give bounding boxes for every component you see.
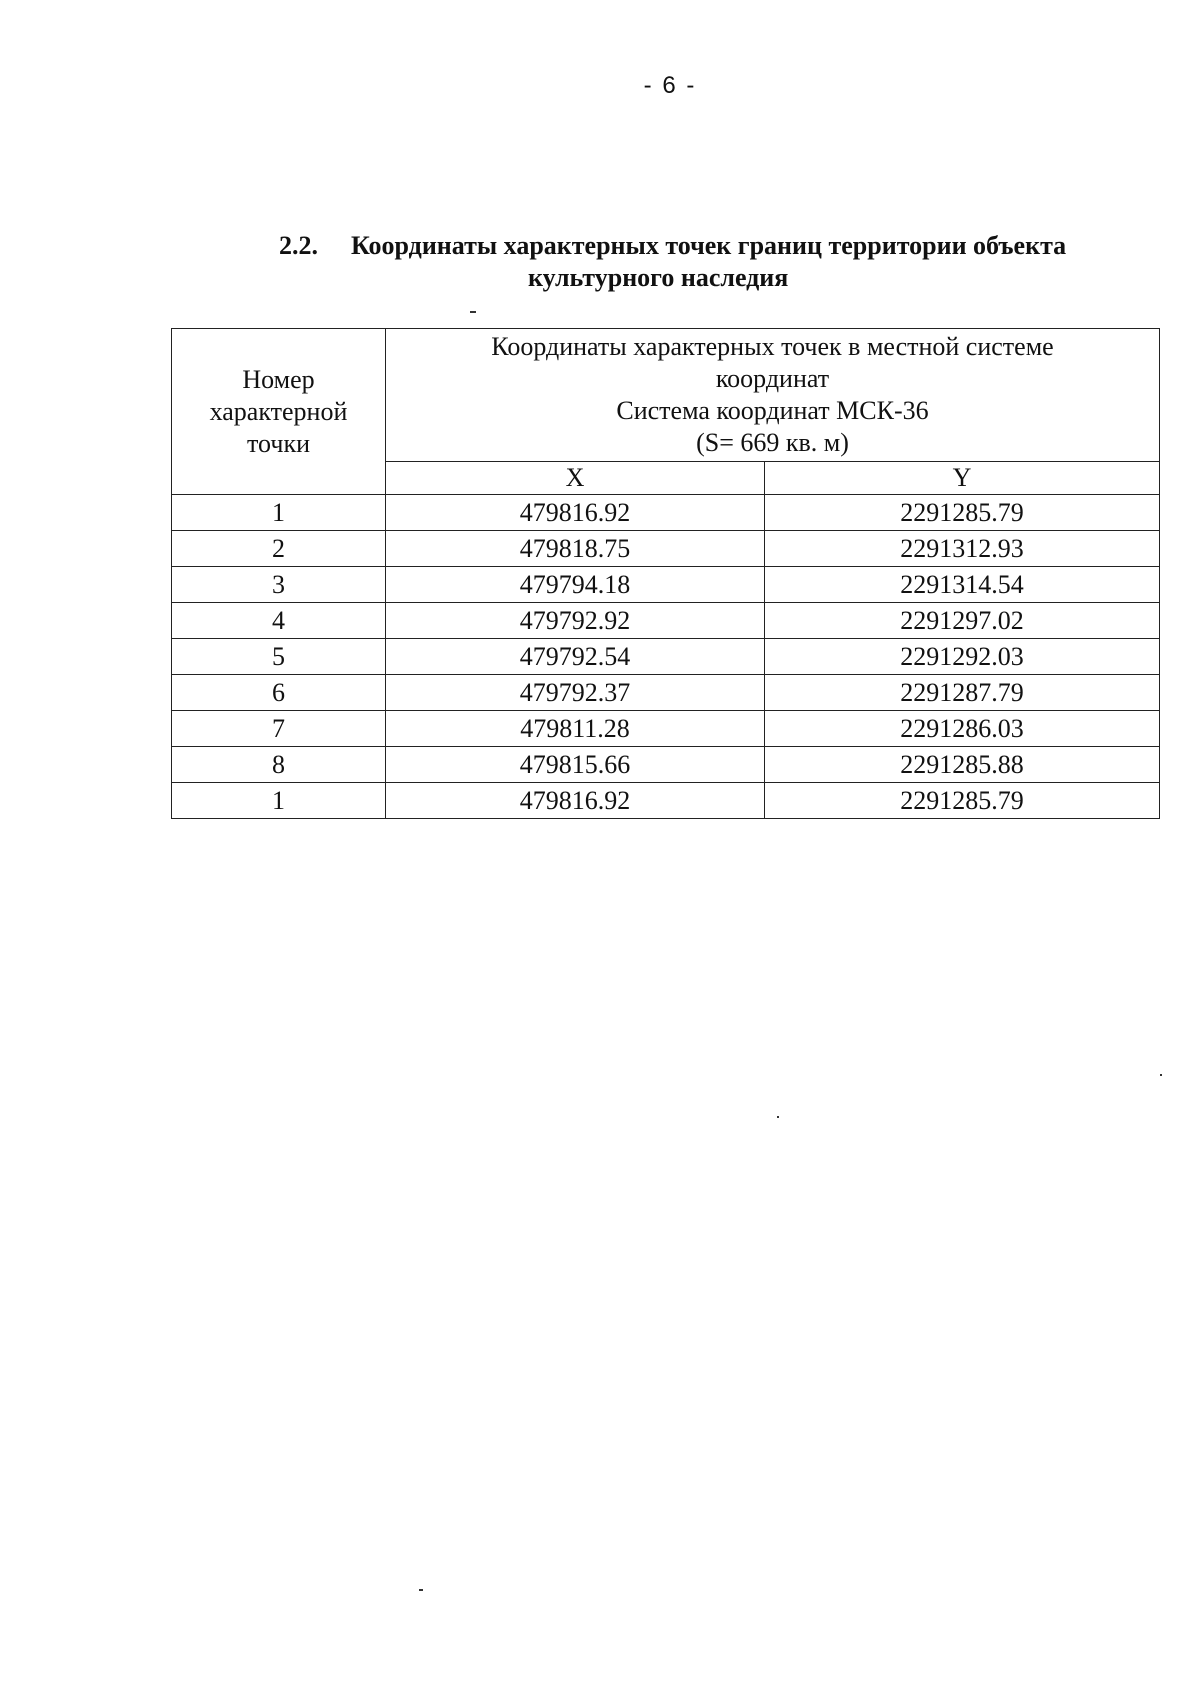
cell-point: 4 — [172, 603, 386, 639]
cell-point: 5 — [172, 639, 386, 675]
table-header-row — [172, 329, 1160, 462]
cell-point: 7 — [172, 711, 386, 747]
scan-speck — [419, 1589, 423, 1591]
cell-point: 8 — [172, 747, 386, 783]
scan-speck — [470, 311, 476, 313]
page-number: - 6 - — [643, 72, 697, 99]
table-row — [172, 603, 1160, 639]
header-coordinates-line: координат — [715, 364, 830, 393]
section-title — [279, 230, 1159, 294]
cell-x: 479816.92 — [386, 495, 765, 531]
table-row — [172, 495, 1160, 531]
header-coordinates-line: Система координат МСК-36 — [616, 396, 929, 425]
table-row — [172, 747, 1160, 783]
cell-point: 1 — [172, 783, 386, 819]
cell-y: 2291297.02 — [765, 603, 1160, 639]
cell-x: 479792.54 — [386, 639, 765, 675]
header-point-line: точки — [247, 428, 310, 458]
cell-y: 2291287.79 — [765, 675, 1160, 711]
cell-x: 479794.18 — [386, 567, 765, 603]
header-coordinates — [386, 329, 1160, 462]
cell-x: 479792.92 — [386, 603, 765, 639]
cell-x: 479792.37 — [386, 675, 765, 711]
cell-y: 2291312.93 — [765, 531, 1160, 567]
header-point-line: Номер — [242, 364, 315, 394]
cell-point: 3 — [172, 567, 386, 603]
header-point-line: характерной — [209, 396, 348, 426]
table-row — [172, 531, 1160, 567]
table-row — [172, 567, 1160, 603]
header-coordinates-line: (S= 669 кв. м) — [696, 428, 849, 457]
header-point-number — [172, 329, 386, 495]
cell-y: 2291285.79 — [765, 495, 1160, 531]
section-title-line2: культурного наследия — [528, 263, 789, 292]
cell-x: 479811.28 — [386, 711, 765, 747]
cell-y: 2291285.79 — [765, 783, 1160, 819]
coordinates-table — [171, 328, 1160, 819]
table-row — [172, 783, 1160, 819]
cell-point: 2 — [172, 531, 386, 567]
cell-y: 2291292.03 — [765, 639, 1160, 675]
scan-speck — [1160, 1074, 1162, 1076]
section-title-line1: Координаты характерных точек границ территории объекта — [351, 231, 1067, 260]
cell-y: 2291314.54 — [765, 567, 1160, 603]
cell-y: 2291286.03 — [765, 711, 1160, 747]
header-y: Y — [765, 462, 1160, 495]
cell-x: 479816.92 — [386, 783, 765, 819]
table-row — [172, 639, 1160, 675]
table-row — [172, 711, 1160, 747]
cell-point: 1 — [172, 495, 386, 531]
scan-speck — [777, 1116, 779, 1118]
cell-x: 479818.75 — [386, 531, 765, 567]
header-x: X — [386, 462, 765, 495]
cell-point: 6 — [172, 675, 386, 711]
cell-y: 2291285.88 — [765, 747, 1160, 783]
cell-x: 479815.66 — [386, 747, 765, 783]
table-row — [172, 675, 1160, 711]
section-number: 2.2. — [279, 231, 318, 260]
header-coordinates-line: Координаты характерных точек в местной системе — [491, 332, 1054, 361]
